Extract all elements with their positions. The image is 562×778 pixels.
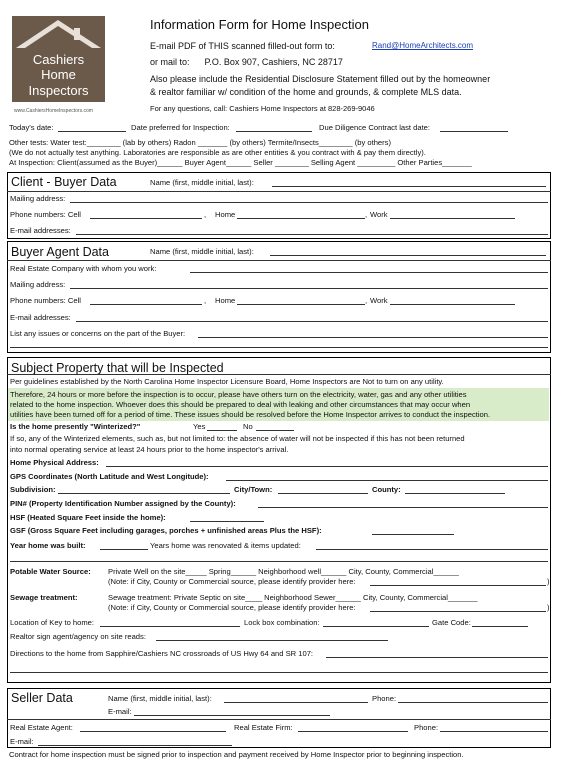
re-firm-field[interactable] <box>298 731 408 732</box>
client-email-field[interactable] <box>76 234 548 235</box>
agent-work-field[interactable] <box>390 304 515 305</box>
agent-title: Buyer Agent Data <box>11 245 109 259</box>
winterized-no-field[interactable] <box>256 430 294 431</box>
agent-cell-label: Phone numbers: Cell <box>10 296 81 305</box>
water-options: Private Well on the site_____ Spring______ Neighborhood well______ City, County, Commercial______ <box>108 567 459 576</box>
client-home-field[interactable] <box>237 218 365 219</box>
gate-field[interactable] <box>472 626 528 627</box>
agent-email-label: E-mail addresses: <box>10 313 71 322</box>
lockbox-label: Lock box combination: <box>244 618 320 627</box>
seller-title: Seller Data <box>11 691 73 705</box>
gate-label: Gate Code: <box>432 618 471 627</box>
client-name-label: Name (first, middle initial, last): <box>150 178 254 187</box>
seller-name-label: Name (first, middle initial, last): <box>108 694 212 703</box>
agent-home-label: Home <box>215 296 236 305</box>
client-cell-field[interactable] <box>90 218 202 219</box>
sewage-provider-field[interactable] <box>370 611 546 612</box>
email-link[interactable]: Rand@HomeArchitects.com <box>372 41 474 50</box>
divider <box>7 260 551 261</box>
other-tests-line: Other tests: Water test:________ (lab by others) Radon _______ (by others) Termite/Insects________ (by others) <box>9 138 392 147</box>
sewage-options: Sewage treatment: Private Septic on site____ Neighborhood Sewer______ City, County, Commercial_______ <box>108 593 478 602</box>
client-mailing-label: Mailing address: <box>10 194 66 203</box>
re-agent-field[interactable] <box>80 731 226 732</box>
seller-name-field[interactable] <box>224 702 368 703</box>
county-label: County: <box>372 485 401 494</box>
winterized-note1: If so, any of the Winterized elements, such as, but not limited to: the absence of water will not be inspected if this has not been returned <box>10 434 465 443</box>
sewage-label: Sewage treatment: <box>10 593 78 602</box>
divider <box>7 719 551 720</box>
client-home-label: Home <box>215 210 236 219</box>
logo-line1: Cashiers <box>32 52 85 67</box>
utilities-line1: Therefore, 24 hours or more before the inspection is to occur, please have others turn on the electricity, water, gas and any other utilities <box>10 390 467 399</box>
agent-issues-field[interactable] <box>198 337 548 338</box>
agent-work-label: Work <box>370 296 388 305</box>
winterized-note2: into normal operating service at least 24 hours prior to the home inspector's arrival. <box>10 445 289 454</box>
disclosure-line1: Also please include the Residential Disclosure Statement filled out by the homeowner <box>150 74 491 84</box>
agent-name-label: Name (first, middle initial, last): <box>150 247 254 256</box>
date-preferred-label: Date preferred for Inspection: <box>131 123 230 132</box>
seller-phone2-label: Phone: <box>414 723 439 732</box>
seller-phone2-field[interactable] <box>440 731 548 732</box>
key-label: Location of Key to home: <box>10 618 95 627</box>
seller-email-label: E-mail: <box>108 707 132 716</box>
utilities-line3: utilities have been turned off for a period of time. These issues should be resolved before the Home Inspector arrives to conduct the inspection. <box>10 410 491 419</box>
city-field[interactable] <box>278 493 368 494</box>
mail-address: or mail to: P.O. Box 907, Cashiers, NC 28717 <box>150 57 343 67</box>
lockbox-field[interactable] <box>323 626 429 627</box>
guidelines-text: Per guidelines established by the North Carolina Home Inspector Licensure Board, Home Inspectors are Not to turn on any utility. <box>10 377 444 386</box>
seller-phone-field[interactable] <box>398 702 548 703</box>
client-email-label: E-mail addresses: <box>10 226 71 235</box>
seller-section <box>7 688 551 748</box>
agent-email-field[interactable] <box>76 321 548 322</box>
renovated-field[interactable] <box>316 549 548 550</box>
hsf-field[interactable] <box>190 521 264 522</box>
gps-field[interactable] <box>226 480 548 481</box>
seller-email2-label: E-mail: <box>10 737 34 746</box>
pin-field[interactable] <box>258 507 548 508</box>
agent-home-field[interactable] <box>237 304 365 305</box>
comma: , <box>365 296 368 305</box>
year-built-label: Year home was built: <box>10 541 86 550</box>
winterized-no-label: No <box>243 422 253 431</box>
logo-url: www.CashiersHomeInspectors.com <box>14 108 93 114</box>
date-preferred-field[interactable] <box>236 131 312 132</box>
client-title: Client - Buyer Data <box>11 175 117 189</box>
winterized-yes-label: Yes <box>193 422 206 431</box>
agent-cell-field[interactable] <box>90 304 202 305</box>
client-name-field[interactable] <box>272 186 546 187</box>
realtor-sign-label: Realtor sign agent/agency on site reads: <box>10 632 146 641</box>
utilities-line2: related to the home inspection. Whoever does this should be prepared to deal with leaking and other circumstances that may occur when <box>10 400 471 409</box>
agent-company-label: Real Estate Company with whom you work: <box>10 264 157 273</box>
renovated-label: Years home was renovated & items updated: <box>150 541 301 550</box>
page-title: Information Form for Home Inspection <box>150 17 369 32</box>
subdivision-field[interactable] <box>58 493 230 494</box>
divider <box>7 191 551 192</box>
city-label: City/Town: <box>234 485 273 494</box>
seller-email2-field[interactable] <box>38 745 232 746</box>
address-field[interactable] <box>106 466 548 467</box>
questions-line: For any questions, call: Cashiers Home Inspectors at 828-269-9046 <box>150 104 375 113</box>
water-provider-label: (Note: if City, County or Commercial source, please identify provider here: <box>108 577 356 586</box>
logo-line2: Home <box>41 67 76 82</box>
seller-phone-label: Phone: <box>372 694 397 703</box>
sewage-provider-label: (Note: if City, County or Commercial source, please identify provider here: <box>108 603 356 612</box>
footer-note: Contract for home inspection must be signed prior to inspection and payment received by Home Inspector prior to beginning inspection. <box>9 750 464 759</box>
gps-label: GPS Coordinates (North Latitude and West Longitude): <box>10 472 209 481</box>
at-inspection-line: At Inspection: Client(assumed as the Buyer)______ Buyer Agent______ Seller ________ Selling Agent _________ Other Parties_______ <box>9 158 472 167</box>
not-test-note: (We do not actually test anything. Laboratories are responsible as are other entities & you contract with & pay them directly). <box>9 148 426 157</box>
agent-company-field[interactable] <box>190 272 548 273</box>
agent-mailing-label: Mailing address: <box>10 280 66 289</box>
agent-issues-field-2[interactable] <box>10 347 548 348</box>
client-cell-label: Phone numbers: Cell <box>10 210 81 219</box>
comma: , <box>204 210 207 219</box>
gsf-label: GSF (Gross Square Feet including garages, porches + unfinished areas Plus the HSF): <box>10 526 322 535</box>
year-built-field[interactable] <box>100 549 148 550</box>
todays-date-field[interactable] <box>58 131 126 132</box>
due-diligence-label: Due Diligence Contract last date: <box>319 123 431 132</box>
subdivision-label: Subdivision: <box>10 485 56 494</box>
winterized-yes-field[interactable] <box>207 430 237 431</box>
gsf-field[interactable] <box>372 534 454 535</box>
address-label: Home Physical Address: <box>10 458 99 467</box>
client-mailing-field[interactable] <box>70 202 548 203</box>
seller-email-field[interactable] <box>134 715 330 716</box>
agent-mailing-field[interactable] <box>70 288 548 289</box>
disclosure-line2: & realtor familiar w/ condition of the home and grounds, & complete MLS data. <box>150 87 462 97</box>
re-agent-label: Real Estate Agent: <box>10 723 73 732</box>
agent-issues-label: List any issues or concerns on the part of the Buyer: <box>10 329 186 338</box>
directions-field[interactable] <box>326 657 548 658</box>
county-field[interactable] <box>405 493 505 494</box>
renovated-field-2[interactable] <box>10 561 548 562</box>
paren: ) <box>547 603 550 612</box>
todays-date-label: Today's date: <box>9 123 54 132</box>
directions-field-2[interactable] <box>10 672 548 673</box>
directions-label: Directions to the home from Sapphire/Cashiers NC crossroads of US Hwy 64 and SR 107: <box>10 649 314 658</box>
property-title: Subject Property that will be Inspected <box>11 361 224 375</box>
water-label: Potable Water Source: <box>10 567 91 576</box>
comma: , <box>204 296 207 305</box>
email-instruction: E-mail PDF of THIS scanned filled-out form to: <box>150 41 335 51</box>
realtor-sign-field[interactable] <box>156 640 388 641</box>
due-diligence-field[interactable] <box>440 131 508 132</box>
pin-label: PIN# (Property Identification Number assigned by the County): <box>10 499 236 508</box>
client-work-field[interactable] <box>390 218 515 219</box>
comma: , <box>365 210 368 219</box>
winterized-question: Is the home presently "Winterized?" <box>10 422 141 431</box>
logo-line3: Inspectors <box>28 83 89 98</box>
hsf-label: HSF (Heated Square Feet inside the home): <box>10 513 166 522</box>
agent-name-field[interactable] <box>270 255 546 256</box>
paren: ) <box>547 577 550 586</box>
client-work-label: Work <box>370 210 388 219</box>
water-provider-field[interactable] <box>370 585 546 586</box>
logo <box>12 16 105 102</box>
divider <box>7 374 551 375</box>
key-field[interactable] <box>100 626 240 627</box>
re-firm-label: Real Estate Firm: <box>234 723 293 732</box>
